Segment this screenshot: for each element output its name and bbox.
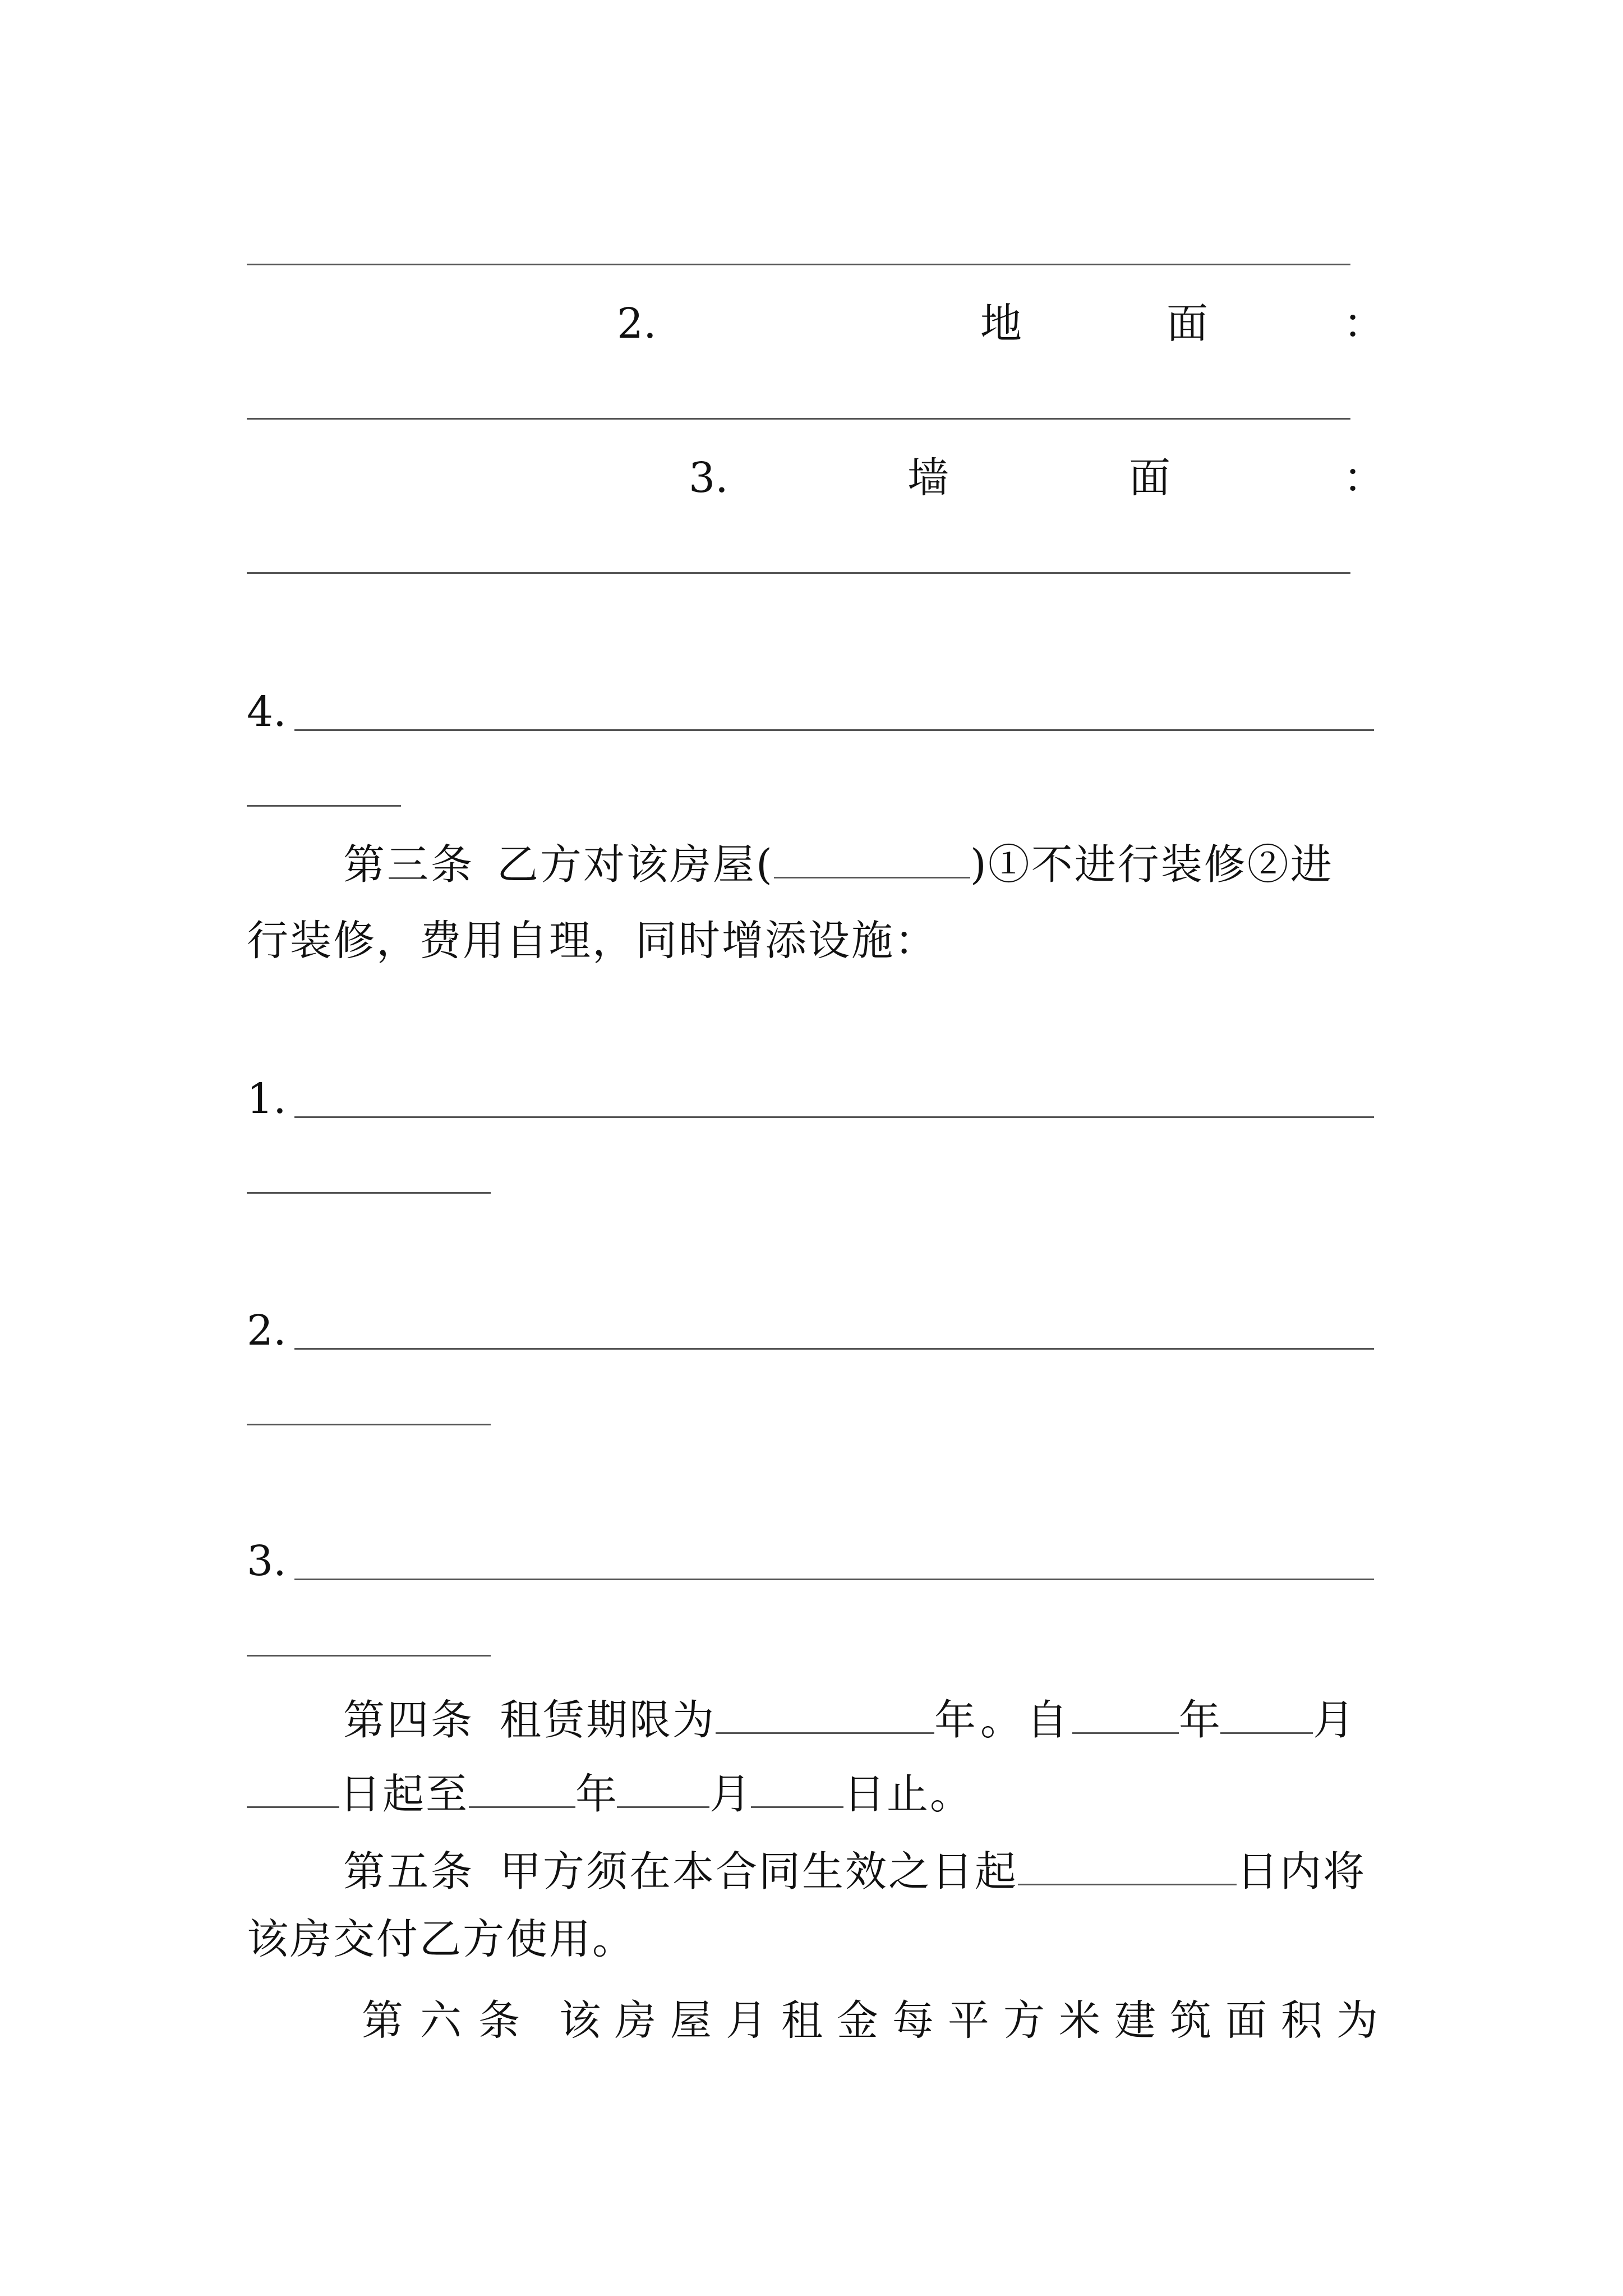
blank-field	[469, 1767, 575, 1808]
item-number: 4.	[247, 688, 287, 736]
article-char: 月	[726, 1996, 767, 2045]
article-4-line-1	[343, 1693, 1354, 1745]
article-text: 年	[575, 1770, 617, 1819]
article-char: 第	[362, 1996, 403, 2045]
article-char: 屋	[670, 1996, 712, 2045]
article-char: 建	[1114, 1996, 1156, 2045]
article-5-line-2: 该房交付乙方使用。	[247, 1915, 635, 1963]
item-colon: ：	[1343, 300, 1385, 348]
article-char: 租	[781, 1996, 823, 2045]
fill-line	[294, 1116, 1374, 1118]
blank-field	[617, 1767, 709, 1808]
fill-line	[294, 729, 1374, 731]
article-text: 月	[709, 1770, 751, 1819]
article-text: 年	[1179, 1696, 1220, 1745]
article-char: 积	[1281, 1996, 1322, 2045]
fill-line	[247, 1192, 491, 1194]
article-text: 日起至	[339, 1770, 469, 1819]
fill-line	[294, 1579, 1374, 1580]
item-label-char: 面	[1129, 454, 1170, 502]
item-number: 3.	[689, 454, 728, 502]
article-char: 筑	[1170, 1996, 1211, 2045]
article-char: 为	[1336, 1996, 1378, 2045]
fill-line	[247, 418, 1350, 420]
facility-number: 2.	[247, 1306, 287, 1355]
facility-number: 1.	[247, 1075, 287, 1123]
blank-field	[774, 838, 970, 878]
article-text: 月	[1313, 1696, 1354, 1745]
article-3-line-2: 行装修，费用自理，同时增添设施：	[247, 917, 938, 965]
article-title: 第五条	[343, 1847, 474, 1896]
fill-line	[247, 264, 1350, 265]
article-title: 第三条	[343, 840, 474, 889]
article-text: 日止。	[843, 1770, 973, 1819]
blank-field	[1220, 1693, 1313, 1734]
blank-field	[716, 1693, 934, 1734]
item-label-char: 地	[980, 300, 1022, 348]
blank-field	[1018, 1844, 1237, 1885]
fill-line	[247, 1655, 491, 1657]
article-text: )①不进行装修②进	[970, 840, 1334, 889]
article-char: 每	[892, 1996, 934, 2045]
item-label-char: 面	[1166, 300, 1208, 348]
article-text: 日内将	[1237, 1847, 1366, 1896]
article-5-line-1	[343, 1844, 1366, 1896]
item-number: 2.	[617, 300, 657, 348]
article-text: 年。自	[934, 1696, 1072, 1745]
article-6-line-1	[362, 1996, 1378, 2045]
blank-field	[247, 1767, 339, 1808]
fill-line	[247, 805, 401, 807]
facility-number: 3.	[247, 1537, 287, 1585]
item-label-char: 墙	[907, 454, 949, 502]
article-3-line-1	[343, 838, 1334, 889]
article-text: 甲方须在本合同生效之日起	[500, 1847, 1018, 1896]
article-text: 租赁期限为	[500, 1696, 716, 1745]
fill-line	[294, 1348, 1374, 1350]
article-char: 该	[559, 1996, 601, 2045]
article-char: 米	[1059, 1996, 1100, 2045]
article-4-line-2	[247, 1767, 973, 1819]
article-char: 面	[1225, 1996, 1267, 2045]
article-text: 乙方对该房屋(	[497, 840, 774, 889]
article-char: 金	[837, 1996, 878, 2045]
article-char: 平	[948, 1996, 989, 2045]
article-char: 方	[1003, 1996, 1045, 2045]
fill-line	[247, 572, 1350, 574]
item-colon: ：	[1343, 454, 1385, 502]
article-char: 房	[615, 1996, 656, 2045]
blank-field	[1072, 1693, 1179, 1734]
blank-field	[751, 1767, 843, 1808]
fill-line	[247, 1424, 491, 1425]
article-char: 条	[478, 1996, 520, 2045]
article-char: 六	[420, 1996, 462, 2045]
article-title: 第四条	[343, 1696, 474, 1745]
